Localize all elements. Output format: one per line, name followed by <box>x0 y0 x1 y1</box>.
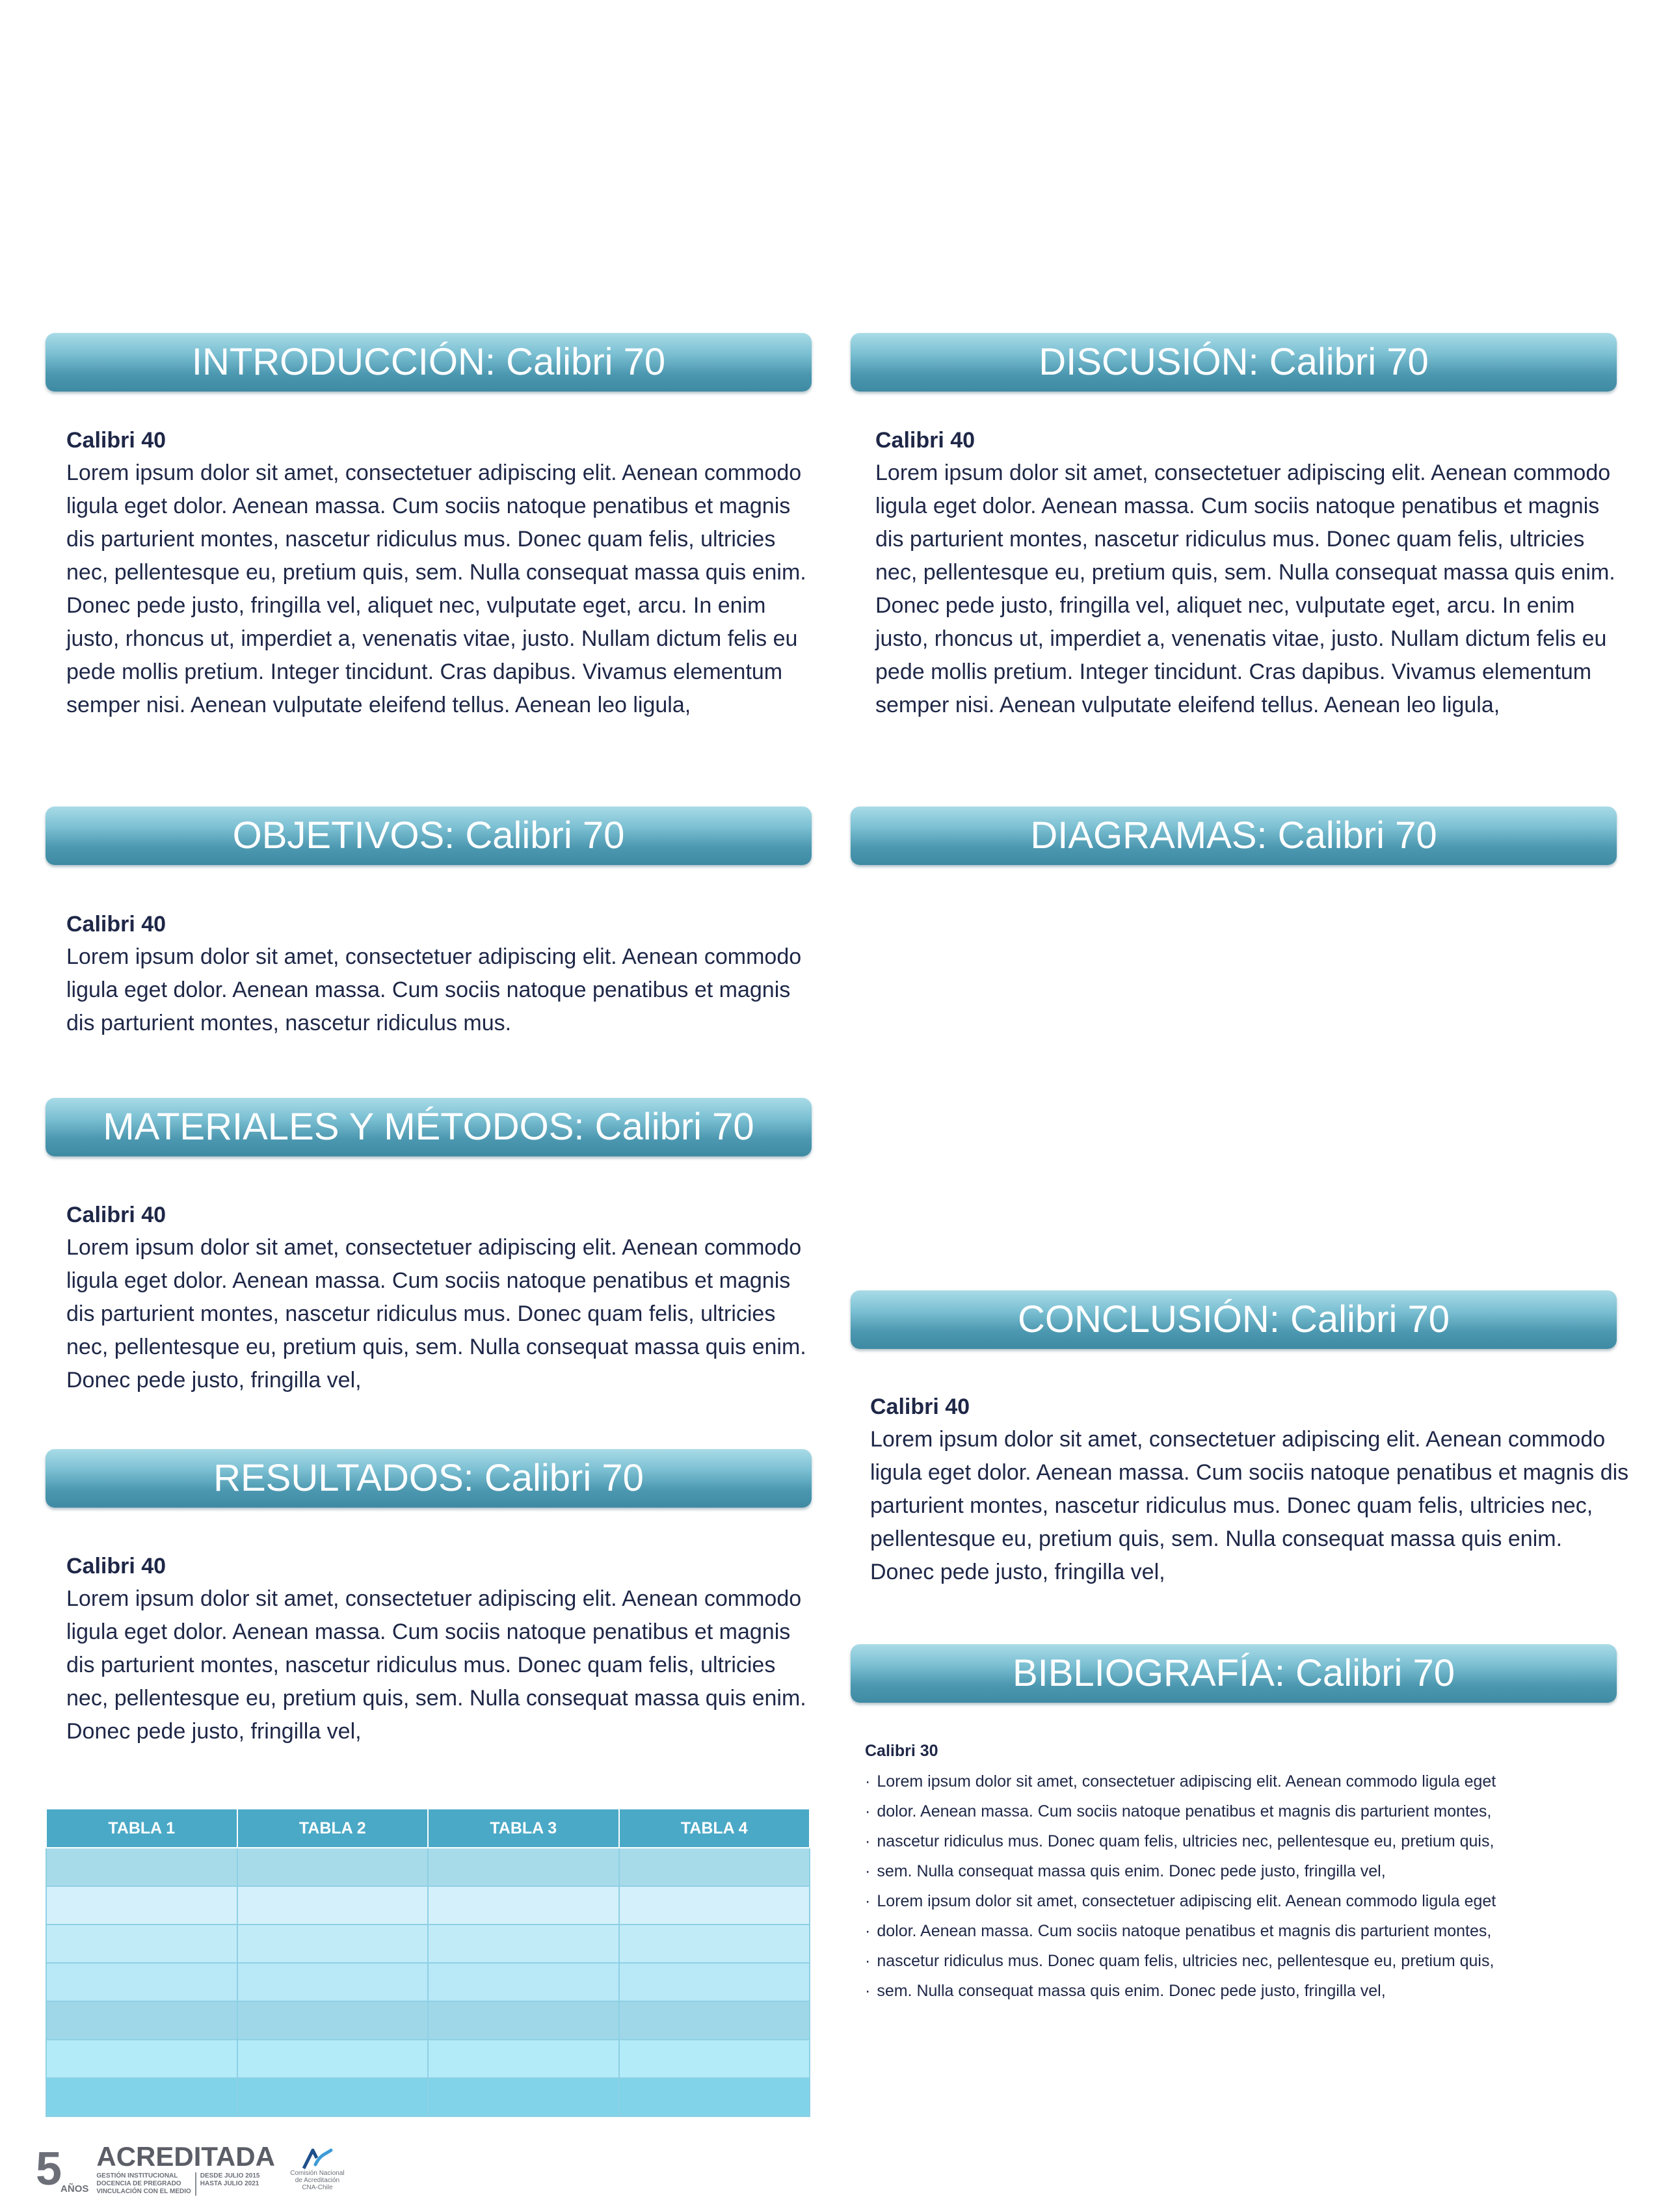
table-cell <box>237 1925 429 1963</box>
table-cell <box>619 2040 810 2078</box>
resultados-text: Lorem ipsum dolor sit amet, consectetuer adipiscing elit. Aenean commodo ligula eget dolor. Aenean massa. Cum sociis natoque penatibus et magnis dis parturient montes, nascetur ridiculus mus. Donec quam felis, ultricies nec, pellentesque eu, pretium quis, sem. Nulla consequat massa quis enim. Donec pede justo, fringilla vel, <box>66 1586 806 1744</box>
objetivos-label: Calibri 40 <box>66 912 166 937</box>
table-row <box>46 1848 810 1886</box>
table-header-cell: TABLA 3 <box>428 1809 619 1848</box>
bullet: · <box>865 1832 871 1850</box>
table-cell <box>46 1963 237 2001</box>
bibliography-text: dolor. Aenean massa. Cum sociis natoque penatibus et magnis dis parturient montes, <box>877 1922 1492 1940</box>
bibliography-text: dolor. Aenean massa. Cum sociis natoque penatibus et magnis dis parturient montes, <box>877 1802 1492 1820</box>
objetivos-text: Lorem ipsum dolor sit amet, consectetuer adipiscing elit. Aenean commodo ligula eget dolor. Aenean massa. Cum sociis natoque penatibus et magnis dis parturient montes, nascetur ridiculus mus. <box>66 944 802 1035</box>
materiales-text: Lorem ipsum dolor sit amet, consectetuer adipiscing elit. Aenean commodo ligula eget dolor. Aenean massa. Cum sociis natoque penatibus et magnis dis parturient montes, nascetur ridiculus mus. Donec quam felis, ultricies nec, pellentesque eu, pretium quis, sem. Nulla consequat massa quis enim. Donec pede justo, fringilla vel, <box>66 1235 806 1392</box>
bibliography-text: Lorem ipsum dolor sit amet, consectetuer adipiscing elit. Aenean commodo ligula eget <box>877 1892 1496 1910</box>
objetivos-header: OBJETIVOS: Calibri 70 <box>46 806 812 865</box>
bibliography-item <box>865 1766 1632 1796</box>
table-cell <box>428 1848 619 1886</box>
table-cell <box>428 2078 619 2116</box>
accreditation-areas <box>96 2172 191 2196</box>
bibliografia-label: Calibri 30 <box>865 1742 938 1760</box>
table-cell <box>619 1886 810 1925</box>
table-cell <box>619 1963 810 2001</box>
table-row <box>46 2040 810 2078</box>
data-table <box>46 1808 810 2117</box>
bullet: · <box>865 1802 871 1820</box>
table-cell <box>46 2001 237 2040</box>
accreditation-area: VINCULACIÓN CON EL MEDIO <box>96 2188 191 2195</box>
table-cell <box>46 1925 237 1963</box>
materiales-label: Calibri 40 <box>66 1203 166 1227</box>
divider <box>195 2172 196 2196</box>
bibliography-text: nascetur ridiculus mus. Donec quam felis, ultricies nec, pellentesque eu, pretium quis, <box>877 1832 1494 1850</box>
accreditation-details <box>96 2172 275 2196</box>
bibliography-item <box>865 1826 1632 1856</box>
cna-text: Comisión Nacional de Acreditación CNA-Chile <box>290 2169 345 2191</box>
table-cell <box>46 2078 237 2116</box>
table-row <box>46 2078 810 2116</box>
table-cell <box>619 1848 810 1886</box>
bibliography-text: sem. Nulla consequat massa quis enim. Donec pede justo, fringilla vel, <box>877 1862 1386 1880</box>
bibliography-item <box>865 1856 1632 1886</box>
table-header-cell: TABLA 4 <box>619 1809 810 1848</box>
materiales-header: MATERIALES Y MÉTODOS: Calibri 70 <box>46 1098 812 1156</box>
bibliography-item <box>865 1886 1632 1916</box>
conclusion-body <box>870 1391 1631 1589</box>
accreditation-period <box>200 2172 260 2196</box>
diagramas-header: DIAGRAMAS: Calibri 70 <box>851 806 1617 865</box>
discusion-label: Calibri 40 <box>875 428 975 453</box>
bullet: · <box>865 1922 871 1940</box>
table-cell <box>237 1848 429 1886</box>
table-cell <box>619 2078 810 2116</box>
bibliography-text: Lorem ipsum dolor sit amet, consectetuer adipiscing elit. Aenean commodo ligula eget <box>877 1772 1496 1791</box>
table-header-cell: TABLA 2 <box>237 1809 429 1848</box>
table-cell <box>428 2040 619 2078</box>
resultados-body <box>66 1550 821 1748</box>
conclusion-header: CONCLUSIÓN: Calibri 70 <box>851 1290 1617 1349</box>
cna-logo <box>288 2148 347 2191</box>
cna-mark-icon <box>301 2148 334 2170</box>
discusion-header: DISCUSIÓN: Calibri 70 <box>851 333 1617 392</box>
materiales-body <box>66 1199 821 1397</box>
bibliography-text: nascetur ridiculus mus. Donec quam felis, ultricies nec, pellentesque eu, pretium quis, <box>877 1952 1494 1970</box>
introduccion-body <box>66 424 821 722</box>
accreditation-block <box>96 2142 275 2196</box>
bibliography-item <box>865 1946 1632 1976</box>
accreditation-logo <box>36 2140 347 2198</box>
accreditation-area: DOCENCIA DE PREGRADO <box>96 2180 181 2187</box>
table-cell <box>237 2078 429 2116</box>
bullet: · <box>865 1982 871 2000</box>
accreditation-title: ACREDITADA <box>96 2141 275 2172</box>
bullet: · <box>865 1952 871 1970</box>
table-cell <box>428 1925 619 1963</box>
bullet: · <box>865 1892 871 1910</box>
resultados-label: Calibri 40 <box>66 1554 166 1579</box>
resultados-header: RESULTADOS: Calibri 70 <box>46 1449 812 1508</box>
bullet: · <box>865 1772 871 1791</box>
table-cell <box>237 2040 429 2078</box>
introduccion-label: Calibri 40 <box>66 428 166 453</box>
table-row <box>46 1963 810 2001</box>
bibliography-text: sem. Nulla consequat massa quis enim. Donec pede justo, fringilla vel, <box>877 1982 1386 2000</box>
bibliography-list <box>865 1766 1632 2006</box>
table-cell <box>237 2001 429 2040</box>
conclusion-label: Calibri 40 <box>870 1394 970 1419</box>
table-cell <box>46 2040 237 2078</box>
accreditation-period-start: DESDE JULIO 2015 <box>200 2172 260 2179</box>
discusion-body <box>875 424 1630 722</box>
table-row <box>46 1886 810 1925</box>
table-cell <box>619 2001 810 2040</box>
introduccion-text: Lorem ipsum dolor sit amet, consectetuer adipiscing elit. Aenean commodo ligula eget dolor. Aenean massa. Cum sociis natoque penatibus et magnis dis parturient montes, nascetur ridiculus mus. Donec quam felis, ultricies nec, pellentesque eu, pretium quis, sem. Nulla consequat massa quis enim. Donec pede justo, fringilla vel, aliquet nec, vulputate eget, arcu. In enim justo, rhoncus ut, imperdiet a, venenatis vitae, justo. Nullam dictum felis eu pede mollis pretium. Integer tincidunt. Cras dapibus. Vivamus elementum semper nisi. Aenean vulputate eleifend tellus. Aenean leo ligula, <box>66 460 806 717</box>
bibliography-item <box>865 1916 1632 1946</box>
bibliografia-header: BIBLIOGRAFÍA: Calibri 70 <box>851 1644 1617 1703</box>
table-cell <box>237 1963 429 2001</box>
bullet: · <box>865 1862 871 1880</box>
table-cell <box>428 2001 619 2040</box>
accreditation-period-end: HASTA JULIO 2021 <box>200 2180 259 2187</box>
table-header-cell: TABLA 1 <box>46 1809 237 1848</box>
accreditation-area: GESTIÓN INSTITUCIONAL <box>96 2172 178 2179</box>
table-row <box>46 2001 810 2040</box>
table-cell <box>46 1886 237 1925</box>
table-header-row <box>46 1809 810 1848</box>
introduccion-header: INTRODUCCIÓN: Calibri 70 <box>46 333 812 392</box>
table-row <box>46 1925 810 1963</box>
table-cell <box>619 1925 810 1963</box>
table-cell <box>237 1886 429 1925</box>
accreditation-years: 5 <box>36 2143 62 2195</box>
table-cell <box>428 1886 619 1925</box>
objetivos-body <box>66 908 821 1040</box>
bibliography-item <box>865 1796 1632 1826</box>
discusion-text: Lorem ipsum dolor sit amet, consectetuer adipiscing elit. Aenean commodo ligula eget dolor. Aenean massa. Cum sociis natoque penatibus et magnis dis parturient montes, nascetur ridiculus mus. Donec quam felis, ultricies nec, pellentesque eu, pretium quis, sem. Nulla consequat massa quis enim. Donec pede justo, fringilla vel, aliquet nec, vulputate eget, arcu. In enim justo, rhoncus ut, imperdiet a, venenatis vitae, justo. Nullam dictum felis eu pede mollis pretium. Integer tincidunt. Cras dapibus. Vivamus elementum semper nisi. Aenean vulputate eleifend tellus. Aenean leo ligula, <box>875 460 1615 717</box>
table-cell <box>46 1848 237 1886</box>
bibliografia-body <box>865 1738 1632 2006</box>
accreditation-years-label: AÑOS <box>60 2183 89 2194</box>
table-cell <box>428 1963 619 2001</box>
bibliography-item <box>865 1976 1632 2006</box>
conclusion-text: Lorem ipsum dolor sit amet, consectetuer adipiscing elit. Aenean commodo ligula eget dolor. Aenean massa. Cum sociis natoque penatibus et magnis dis parturient montes, nascetur ridiculus mus. Donec quam felis, ultricies nec, pellentesque eu, pretium quis, sem. Nulla consequat massa quis enim. Donec pede justo, fringilla vel, <box>870 1427 1629 1584</box>
